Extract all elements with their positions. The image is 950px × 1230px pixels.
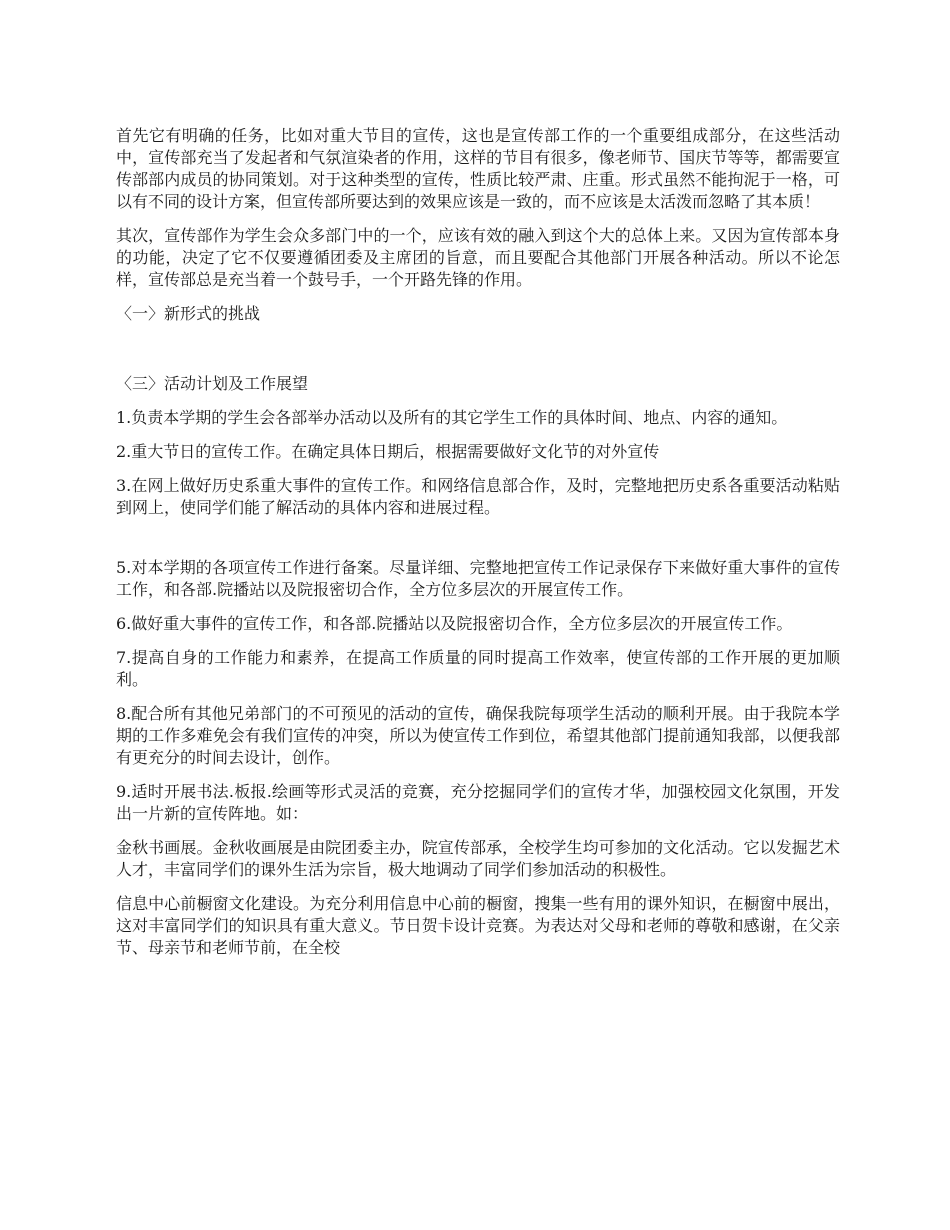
list-item-6: 6.做好重大事件的宣传工作，和各部.院播站以及院报密切合作，全方位多层次的开展宣传工作。 xyxy=(116,614,793,633)
list-item-3: 3.在网上做好历史系重大事件的宣传工作。和网络信息部合作，及时，完整地把历史系各重要活动粘贴到网上，使同学们能了解活动的具体内容和进展过程。 xyxy=(116,476,840,517)
paragraph-task: 首先它有明确的任务，比如对重大节目的宣传，这也是宣传部工作的一个重要组成部分，在这些活动中，宣传部充当了发起者和气氛渲染者的作用，这样的节目有很多，像老师节、国庆节等等，都需要宣传部部内成员的协同策划。对于这种类型的宣传，性质比较严肃、庄重。形式虽然不能拘泥于一格，可以有不同的设计方案，但宣传部所要达到的效果应该是一致的，而不应该是太活泼而忽略了其本质！ xyxy=(116,126,840,211)
paragraph-window-culture: 信息中心前橱窗文化建设。为充分利用信息中心前的橱窗，搜集一些有用的课外知识，在橱窗中展出，这对丰富同学们的知识具有重大意义。节日贺卡设计竞赛。为表达对父母和老师的尊敬和感谢，在父亲节、母亲节和老师节前，在全校 xyxy=(116,894,840,957)
list-item-7: 7.提高自身的工作能力和素养，在提高工作质量的同时提高工作效率，使宣传部的工作开展的更加顺利。 xyxy=(116,648,840,689)
list-item-5: 5.对本学期的各项宣传工作进行备案。尽量详细、完整地把宣传工作记录保存下来做好重大事件的宣传工作，和各部.院播站以及院报密切合作，全方位多层次的开展宣传工作。 xyxy=(116,558,840,599)
spacer xyxy=(116,531,840,557)
list-item-8: 8.配合所有其他兄弟部门的不可预见的活动的宣传，确保我院每项学生活动的顺利开展。由于我院本学期的工作多难免会有我们宣传的冲突，所以为使宣传工作到位，希望其他部门提前通知我部，以便我部有更充分的时间去设计，创作。 xyxy=(116,704,840,767)
spacer xyxy=(116,337,840,373)
list-item-9: 9.适时开展书法.板报.绘画等形式灵活的竞赛，充分挖掘同学们的宣传才华，加强校园文化氛围，开发出一片新的宣传阵地。如： xyxy=(116,782,840,823)
list-item-2: 2.重大节日的宣传工作。在确定具体日期后，根据需要做好文化节的对外宣传 xyxy=(116,442,660,461)
document-body xyxy=(116,125,840,971)
paragraph-autumn-exhibition: 金秋书画展。金秋收画展是由院团委主办，院宣传部承，全校学生均可参加的文化活动。它以发掘艺术人才，丰富同学们的课外生活为宗旨，极大地调动了同学们参加活动的积极性。 xyxy=(116,838,840,879)
section-heading-plan: 〈三〉活动计划及工作展望 xyxy=(116,374,309,393)
paragraph-role: 其次，宣传部作为学生会众多部门中的一个，应该有效的融入到这个大的总体上来。又因为宣传部本身的功能，决定了它不仅要遵循团委及主席团的旨意，而且要配合其他部门开展各种活动。所以不论怎样，宣传部总是充当着一个鼓号手，一个开路先锋的作用。 xyxy=(116,226,840,289)
list-item-1: 1.负责本学期的学生会各部举办活动以及所有的其它学生工作的具体时间、地点、内容的通知。 xyxy=(116,408,788,427)
section-heading-new-form: 〈一〉新形式的挑战 xyxy=(116,304,261,323)
